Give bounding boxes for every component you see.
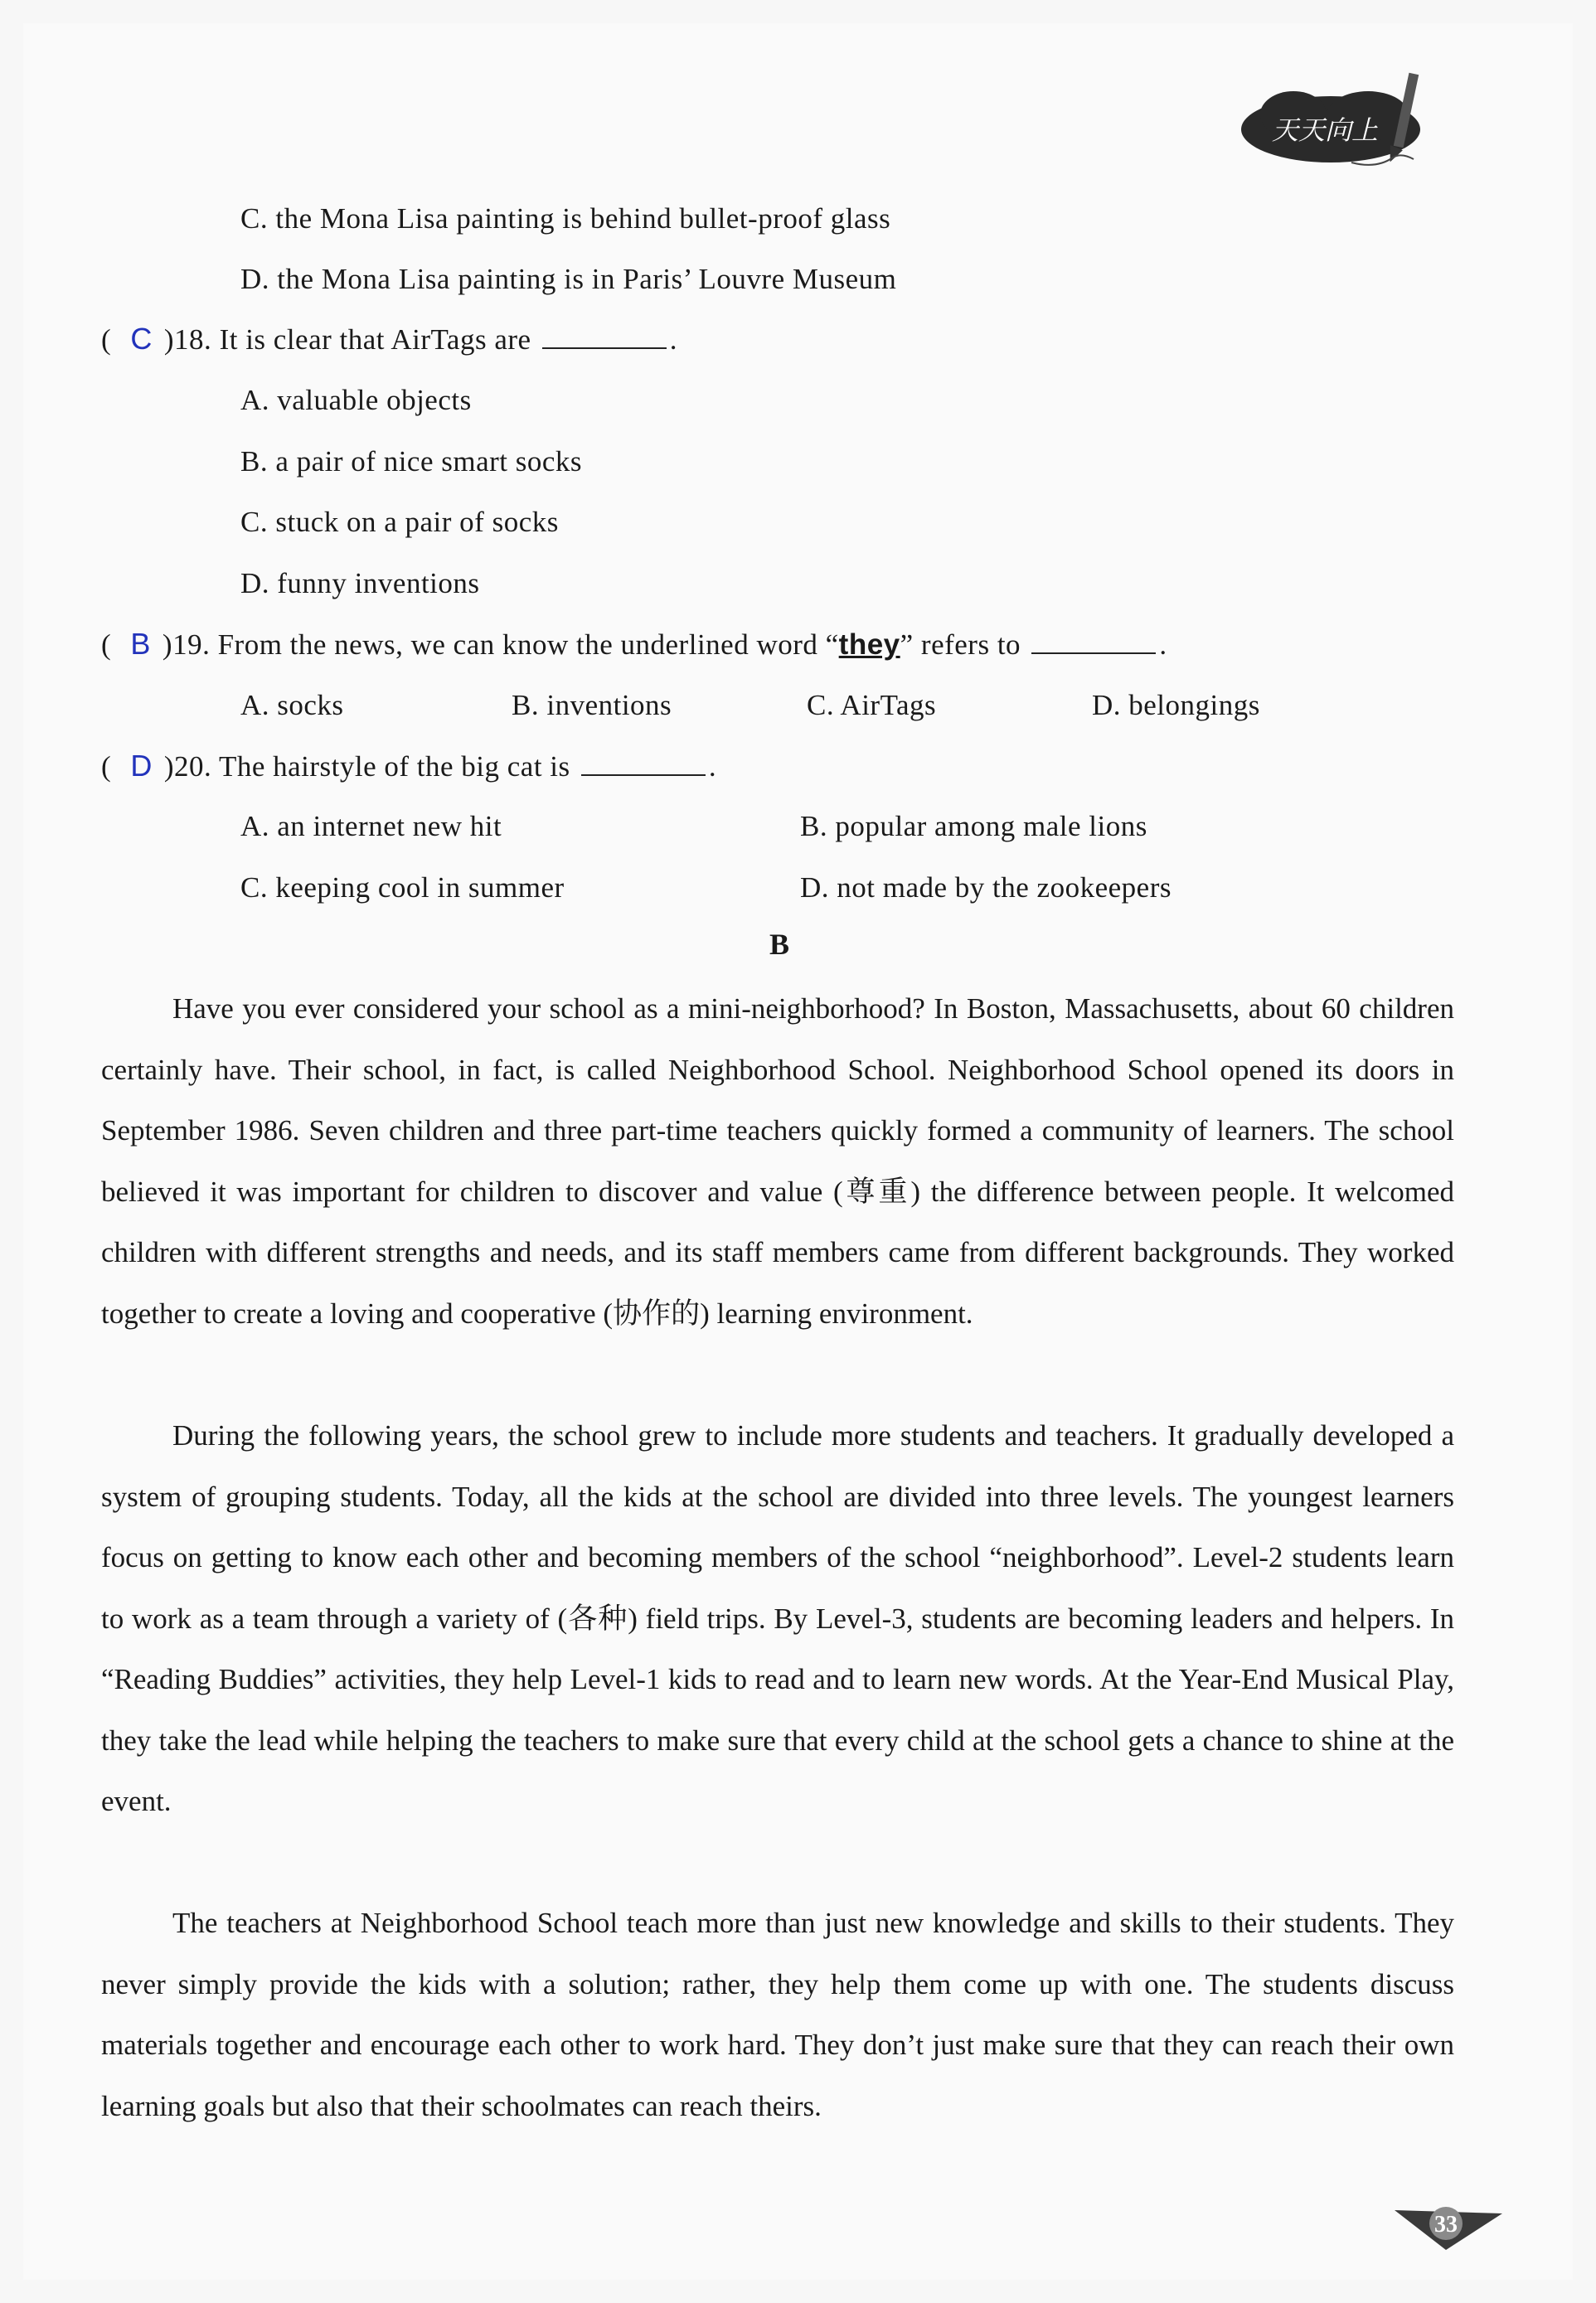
page-number-badge-icon: [1395, 2202, 1502, 2252]
q19-end: .: [1159, 628, 1167, 661]
passage-paragraph-3: The teachers at Neighborhood School teach more than just new knowledge and skills to their students. They never simply provide the kids with a solution; rather, they help them come up with one. The students discuss materials together and encourage each other to work hard. They don’t just make sure that they can reach their own learning goals but also that their schoolmates can reach theirs.: [101, 1907, 1454, 2122]
q18-text: It is clear that AirTags are: [219, 323, 531, 356]
q18-answer: C: [130, 322, 153, 356]
q19-text-before: From the news, we can know the underlined word “: [217, 628, 839, 661]
q19-underlined-word: they: [838, 628, 900, 661]
logo-badge-icon: [1235, 65, 1451, 172]
q20-end: .: [708, 750, 717, 783]
q18-option-c: C. stuck on a pair of socks: [240, 506, 559, 538]
q20-option-c: C. keeping cool in summer: [240, 871, 565, 904]
q20-option-b: B. popular among male lions: [800, 810, 1147, 842]
q19-option-d: D. belongings: [1092, 689, 1260, 721]
q18-end: .: [669, 323, 678, 356]
q19-text-after: ” refers to: [900, 628, 1021, 661]
q17-option-d: D. the Mona Lisa painting is in Paris’ Louvre Museum: [240, 263, 897, 295]
answer-blank: [1031, 628, 1156, 654]
q19-stem: [101, 624, 1167, 665]
answer-blank: [542, 322, 667, 349]
q19-answer: B: [130, 627, 151, 661]
open-paren: (: [101, 750, 112, 783]
answer-blank: [581, 749, 706, 776]
q19-number: )19.: [162, 628, 211, 661]
q20-text: The hairstyle of the big cat is: [218, 750, 570, 783]
passage-paragraph-1: Have you ever considered your school as a mini-neighborhood? In Boston, Massachusetts, about 60 children certainly have. Their school, in fact, is called Neighborhood School. Neighborhood School opened its doors in September 1986. Seven children and three part-time teachers quickly formed a community of learners. The school believed it was important for children to discover and value (尊重) the difference between people. It welcomed children with different strengths and needs, and its staff members came from different backgrounds. They worked together to create a loving and cooperative (协作的) learning environment.: [101, 992, 1454, 1330]
q19-option-b: B. inventions: [512, 689, 672, 721]
page-number: 33: [1434, 2212, 1458, 2238]
passage-paragraph-2: During the following years, the school grew to include more students and teachers. It gradually developed a system of grouping students. Today, all the kids at the school are divided into three levels. The youngest learners focus on getting to know each other and becoming members of the school “neighborhood”. Level-2 students learn to work as a team through a variety of (各种) field trips. By Level-3, students are becoming leaders and helpers. In “Reading Buddies” activities, they help Level-1 kids to read and to learn new words. At the Year-End Musical Play, they take the lead while helping the teachers to make sure that every child at the school gets a chance to shine at the event.: [101, 1419, 1454, 1817]
q20-number: )20.: [163, 750, 212, 783]
q18-option-d: D. funny inventions: [240, 567, 480, 599]
q18-option-b: B. a pair of nice smart socks: [240, 445, 583, 478]
q20-option-a: A. an internet new hit: [240, 810, 502, 842]
q20-answer: D: [130, 749, 153, 783]
q19-option-c: C. AirTags: [807, 689, 937, 721]
q20-stem: [101, 746, 716, 787]
open-paren: (: [101, 628, 112, 661]
q20-option-d: D. not made by the zookeepers: [800, 871, 1172, 904]
section-heading: B: [769, 928, 789, 961]
q18-option-a: A. valuable objects: [240, 384, 472, 416]
q18-number: )18.: [163, 323, 212, 356]
logo-text: 天天向上: [1271, 114, 1379, 146]
open-paren: (: [101, 323, 112, 356]
q17-option-c: C. the Mona Lisa painting is behind bullet-proof glass: [240, 202, 891, 235]
q19-option-a: A. socks: [240, 689, 344, 721]
q18-stem: [101, 319, 677, 360]
